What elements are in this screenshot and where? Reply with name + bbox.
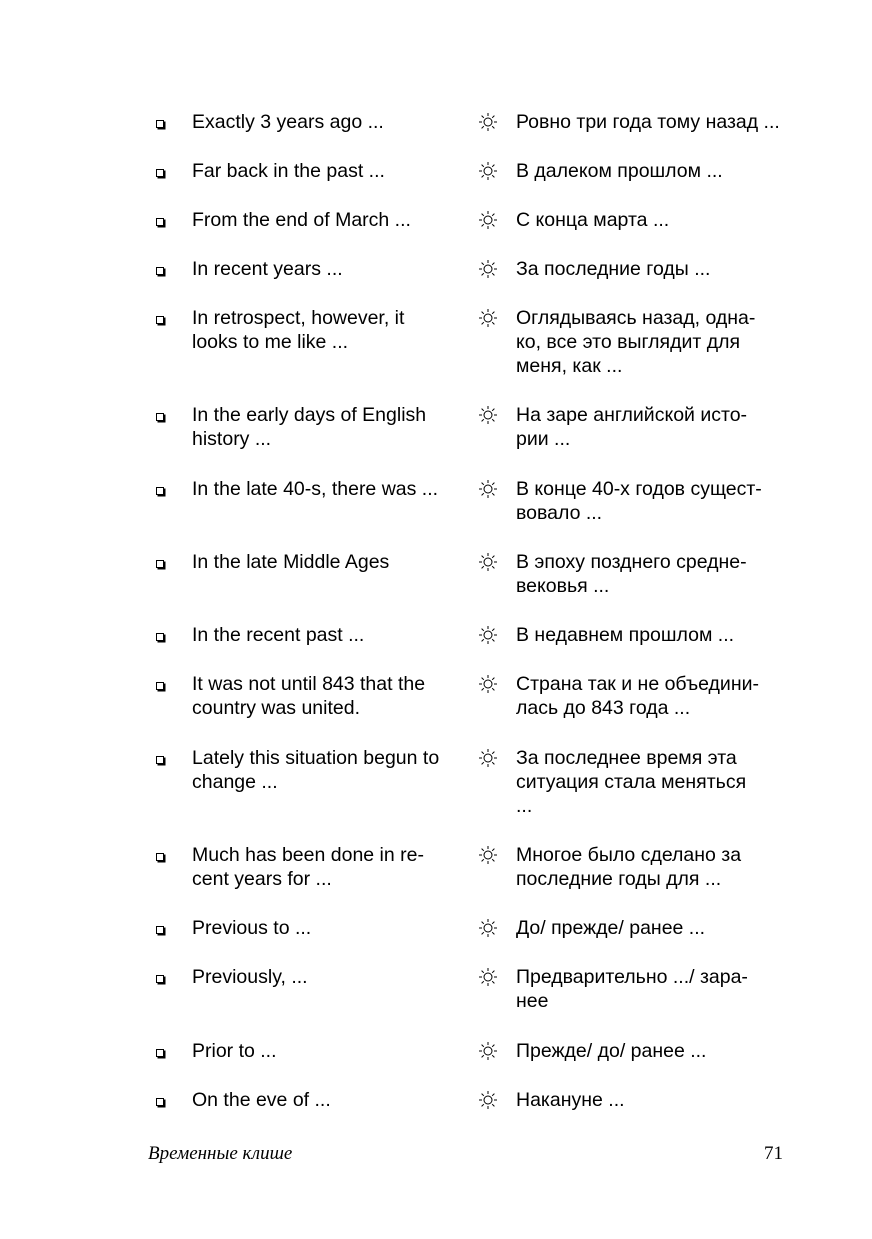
russian-phrase: Накануне ... <box>516 1089 625 1111</box>
english-phrase: In the recent past ... <box>192 624 365 646</box>
sun-icon <box>478 112 498 132</box>
english-phrase: Previous to ... <box>192 917 312 939</box>
russian-phrase: Ровно три года тому назад ... <box>516 111 780 133</box>
checkbox-bullet-icon <box>156 633 164 641</box>
checkbox-bullet-icon <box>156 1098 164 1106</box>
sun-icon <box>478 967 498 987</box>
russian-phrase: В эпоху позднего средне- вековья ... <box>516 551 747 597</box>
checkbox-bullet-icon <box>156 975 164 983</box>
russian-phrase: Предварительно .../ зара- нее <box>516 966 748 1012</box>
sun-icon <box>478 1041 498 1061</box>
checkbox-bullet-icon <box>156 853 164 861</box>
russian-phrase: Прежде/ до/ ранее ... <box>516 1040 707 1062</box>
sun-icon <box>478 259 498 279</box>
sun-icon <box>478 845 498 865</box>
russian-phrase: Многое было сделано за последние годы для ... <box>516 844 742 890</box>
checkbox-bullet-icon <box>156 169 164 177</box>
footer-title: Временные клише <box>148 1143 293 1164</box>
russian-phrase: За последние годы ... <box>516 258 711 280</box>
sun-icon <box>478 161 498 181</box>
sun-icon <box>478 308 498 328</box>
english-phrase: Much has been done in re- cent years for ... <box>192 844 424 890</box>
english-phrase: In retrospect, however, it looks to me like ... <box>192 307 405 353</box>
checkbox-bullet-icon <box>156 218 164 226</box>
checkbox-bullet-icon <box>156 316 164 324</box>
english-phrase: In the early days of English history ... <box>192 404 427 450</box>
checkbox-bullet-icon <box>156 756 164 764</box>
english-phrase: Lately this situation begun to change ... <box>192 747 440 793</box>
english-phrase: It was not until 843 that the country was united. <box>192 673 426 719</box>
russian-phrase: За последнее время эта ситуация стала меняться ... <box>516 747 747 817</box>
checkbox-bullet-icon <box>156 120 164 128</box>
russian-phrase: В конце 40-х годов сущест- вовало ... <box>516 478 762 524</box>
checkbox-bullet-icon <box>156 267 164 275</box>
sun-icon <box>478 625 498 645</box>
checkbox-bullet-icon <box>156 682 164 690</box>
russian-phrase: С конца марта ... <box>516 209 670 231</box>
russian-phrase: В далеком прошлом ... <box>516 160 723 182</box>
checkbox-bullet-icon <box>156 926 164 934</box>
sun-icon <box>478 210 498 230</box>
english-phrase: In recent years ... <box>192 258 343 280</box>
sun-icon <box>478 918 498 938</box>
russian-phrase: До/ прежде/ ранее ... <box>516 917 706 939</box>
russian-phrase: Страна так и не объедини- лась до 843 года ... <box>516 673 759 719</box>
english-phrase: From the end of March ... <box>192 209 411 231</box>
russian-phrase: На заре английской исто- рии ... <box>516 404 748 450</box>
sun-icon <box>478 748 498 768</box>
page-number: 71 <box>764 1143 783 1164</box>
checkbox-bullet-icon <box>156 1049 164 1057</box>
sun-icon <box>478 552 498 572</box>
russian-phrase: В недавнем прошлом ... <box>516 624 735 646</box>
english-phrase: On the eve of ... <box>192 1089 331 1111</box>
english-phrase: In the late Middle Ages <box>192 551 390 573</box>
english-phrase: Previously, ... <box>192 966 308 988</box>
english-phrase: In the late 40-s, there was ... <box>192 478 439 500</box>
sun-icon <box>478 674 498 694</box>
english-phrase: Prior to ... <box>192 1040 277 1062</box>
sun-icon <box>478 405 498 425</box>
sun-icon <box>478 479 498 499</box>
english-phrase: Exactly 3 years ago ... <box>192 111 384 133</box>
checkbox-bullet-icon <box>156 413 164 421</box>
checkbox-bullet-icon <box>156 487 164 495</box>
english-phrase: Far back in the past ... <box>192 160 385 182</box>
russian-phrase: Оглядываясь назад, одна- ко, все это выглядит для меня, как ... <box>516 307 756 377</box>
sun-icon <box>478 1090 498 1110</box>
checkbox-bullet-icon <box>156 560 164 568</box>
